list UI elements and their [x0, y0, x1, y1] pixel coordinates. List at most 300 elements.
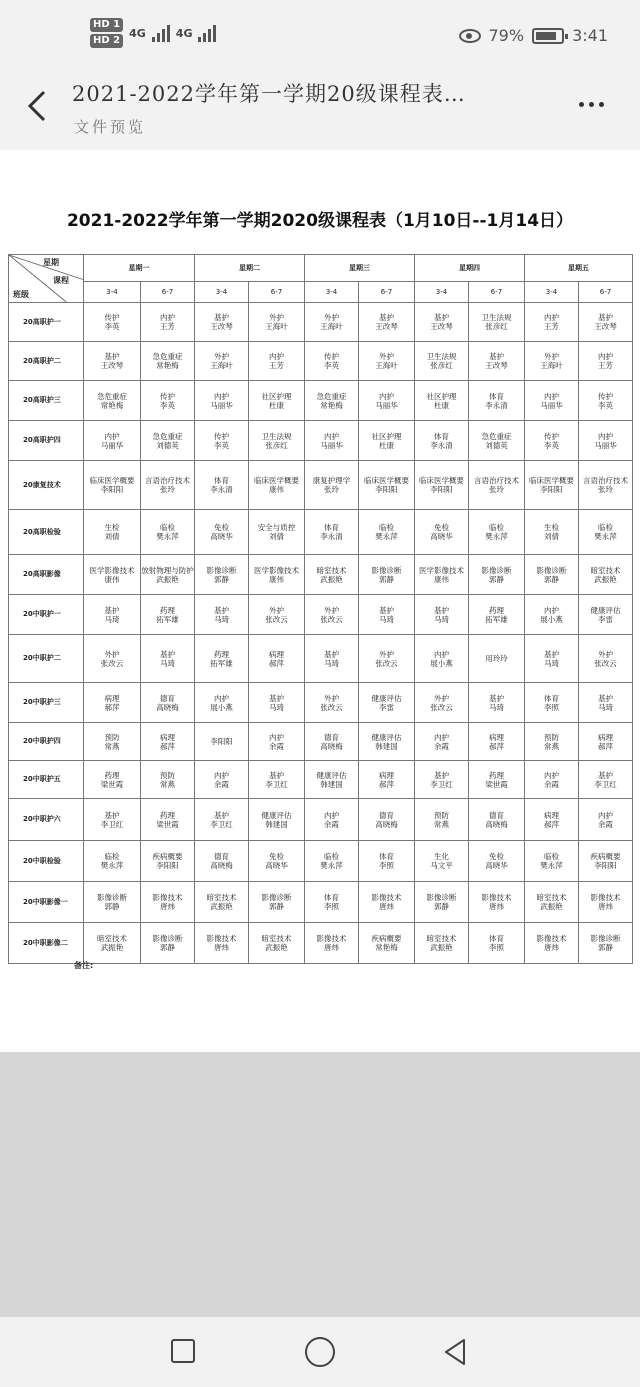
schedule-cell	[469, 342, 525, 381]
course-name: 预防	[160, 770, 175, 780]
teacher-name: 常艳梅	[375, 943, 398, 952]
table-row	[9, 635, 633, 683]
teacher-name: 樊永萍	[540, 861, 563, 870]
signal2-label: 4G	[175, 26, 193, 40]
schedule-cell	[469, 595, 525, 635]
table-row	[9, 461, 633, 510]
course-name: 传护	[104, 313, 120, 322]
class-name-cell: 20康复技术	[9, 461, 84, 510]
teacher-name: 郝萍	[104, 702, 120, 712]
recent-apps-icon[interactable]	[171, 1339, 195, 1363]
table-row	[9, 342, 633, 381]
course-name: 临检	[160, 523, 175, 532]
course-name: 临床医学概要	[419, 476, 464, 485]
schedule-cell	[525, 683, 579, 723]
teacher-name: 王芳	[598, 361, 613, 370]
teacher-name: 马琦	[434, 614, 449, 624]
schedule-cell	[249, 303, 305, 342]
schedule-cell	[525, 342, 579, 381]
course-name: 内护	[434, 732, 449, 742]
teacher-name: 刘倩	[544, 532, 559, 541]
eye-icon	[459, 29, 481, 43]
teacher-name: 余霞	[544, 779, 559, 789]
table-row	[9, 595, 633, 635]
teacher-name: 梁世霞	[485, 779, 508, 789]
day-header: 星期三	[305, 255, 415, 282]
course-name: 社区护理	[371, 431, 402, 441]
period-header: 6-7	[141, 282, 195, 303]
course-name: 内护	[598, 352, 613, 361]
teacher-name: 唐炜	[489, 902, 504, 911]
course-name: 体育	[324, 523, 339, 532]
course-name: 影像诊断	[152, 934, 183, 943]
schedule-cell	[84, 841, 141, 882]
teacher-name: 李阳阳	[540, 485, 563, 494]
schedule-cell	[525, 595, 579, 635]
schedule-cell	[84, 761, 141, 799]
schedule-cell	[249, 510, 305, 555]
course-name: 传护	[160, 391, 175, 401]
course-name: 基护	[269, 770, 284, 780]
course-name: 外护	[104, 649, 120, 659]
teacher-name: 王改琴	[594, 322, 617, 331]
teacher-name: 王改琴	[430, 322, 453, 331]
schedule-cell	[141, 635, 195, 683]
note-label: 备注:	[74, 961, 94, 970]
course-name: 影像诊断	[426, 893, 457, 902]
teacher-name: 郝萍	[379, 779, 394, 789]
course-name: 病理	[598, 732, 613, 742]
course-name: 体育	[214, 476, 229, 485]
course-name: 基护	[434, 605, 449, 615]
schedule-cell	[249, 882, 305, 923]
status-right	[459, 26, 609, 45]
course-name: 基护	[324, 649, 339, 659]
course-name: 基护	[269, 693, 284, 703]
course-name: 影像技术	[536, 934, 567, 943]
course-name: 影像技术	[371, 893, 402, 902]
teacher-name: 张玲	[489, 485, 504, 494]
teacher-name: 武振艳	[320, 574, 343, 584]
course-name: 体育	[544, 693, 559, 703]
teacher-name: 李卫红	[594, 779, 617, 789]
teacher-name: 马丽华	[540, 400, 563, 410]
teacher-name: 武振艳	[594, 574, 617, 584]
teacher-name: 常艳梅	[320, 400, 343, 410]
teacher-name: 唐炜	[160, 902, 175, 911]
course-name: 病理	[544, 810, 559, 820]
schedule-cell	[579, 882, 633, 923]
schedule-cell	[305, 381, 359, 421]
teacher-name: 武振艳	[100, 943, 124, 952]
home-icon[interactable]	[305, 1337, 335, 1367]
course-name: 临检	[598, 523, 613, 532]
schedule-cell	[305, 303, 359, 342]
schedule-cell	[579, 923, 633, 964]
signal1-icon	[152, 24, 170, 42]
schedule-cell	[305, 683, 359, 723]
schedule-cell	[84, 595, 141, 635]
course-name: 基护	[598, 313, 613, 322]
teacher-name: 高晓梅	[210, 861, 233, 870]
schedule-cell	[195, 461, 249, 510]
teacher-name: 武振艳	[265, 943, 288, 952]
schedule-cell	[141, 381, 195, 421]
table-row	[9, 723, 633, 761]
table-row	[9, 303, 633, 342]
course-name: 病理	[379, 770, 394, 780]
schedule-cell	[579, 635, 633, 683]
teacher-name: 唐炜	[324, 943, 339, 952]
teacher-name: 郭静	[379, 574, 394, 584]
course-name: 影像诊断	[206, 565, 237, 575]
schedule-cell	[415, 555, 469, 595]
schedule-cell	[469, 421, 525, 461]
course-name: 影像诊断	[481, 565, 512, 575]
teacher-name: 马丽华	[375, 400, 398, 410]
course-name: 基护	[544, 649, 559, 659]
course-name: 影像技术	[316, 934, 347, 943]
schedule-cell	[84, 421, 141, 461]
teacher-name: 康伟	[269, 485, 284, 494]
course-name: 传护	[324, 352, 339, 361]
table-row	[9, 882, 633, 923]
schedule-cell	[249, 381, 305, 421]
schedule-cell	[469, 761, 525, 799]
teacher-name: 樊永萍	[375, 532, 398, 541]
teacher-name: 马琦	[379, 614, 394, 624]
schedule-cell	[359, 421, 415, 461]
schedule-cell	[84, 683, 141, 723]
class-name-cell: 20高职护二	[9, 342, 84, 381]
teacher-name: 王改琴	[210, 322, 233, 331]
course-name: 体育	[379, 852, 394, 861]
schedule-cell	[415, 421, 469, 461]
course-name: 内护	[269, 732, 284, 742]
course-name: 影像技术	[481, 893, 512, 902]
course-name: 临床医学概要	[89, 476, 135, 485]
teacher-name: 李英	[214, 440, 229, 450]
table-row	[9, 683, 633, 723]
table-row	[9, 381, 633, 421]
schedule-cell	[305, 761, 359, 799]
course-name: 基护	[214, 810, 229, 820]
course-name: 病理	[104, 693, 120, 703]
teacher-name: 刘倩	[104, 532, 120, 541]
course-name: 健康评估	[371, 693, 402, 703]
teacher-name: 王芳	[544, 322, 559, 331]
day-header-row	[9, 255, 633, 282]
course-name: 暗室技术	[590, 565, 621, 575]
class-name-cell: 20中职检验	[9, 841, 84, 882]
course-name: 影像诊断	[371, 565, 402, 575]
course-name: 药理	[104, 770, 120, 780]
course-name: 传护	[544, 431, 559, 441]
teacher-name: 马琦	[269, 702, 284, 712]
course-name: 内护	[544, 605, 559, 615]
course-name: 基护	[104, 810, 120, 820]
schedule-cell	[469, 683, 525, 723]
schedule-cell	[305, 799, 359, 841]
teacher-name: 马琦	[598, 702, 613, 712]
course-name: 药理	[160, 605, 175, 615]
schedule-cell	[469, 555, 525, 595]
course-name: 体育	[489, 391, 504, 401]
schedule-cell	[249, 342, 305, 381]
schedule-cell	[141, 882, 195, 923]
teacher-name: 余霞	[214, 779, 229, 789]
teacher-name: 韩建国	[375, 741, 398, 751]
schedule-cell	[469, 381, 525, 421]
schedule-cell	[525, 510, 579, 555]
schedule-cell	[249, 635, 305, 683]
course-name: 外护	[324, 313, 339, 322]
teacher-name: 张改云	[265, 614, 288, 624]
course-name: 生化	[434, 852, 449, 861]
schedule-cell	[249, 555, 305, 595]
schedule-cell	[579, 421, 633, 461]
schedule-cell	[141, 683, 195, 723]
teacher-name: 展小燕	[540, 614, 563, 624]
course-name: 急危重症	[152, 431, 183, 441]
teacher-name: 郭静	[434, 902, 449, 911]
schedule-cell	[195, 723, 249, 761]
schedule-cell	[579, 595, 633, 635]
course-name: 影像诊断	[261, 893, 292, 902]
period-header: 6-7	[249, 282, 305, 303]
teacher-name: 李雷	[379, 702, 394, 712]
teacher-name: 李照	[324, 902, 339, 911]
hd2-badge: HD 2	[90, 34, 123, 48]
course-name: 临床医学概要	[529, 476, 574, 485]
teacher-name: 唐炜	[598, 902, 613, 911]
schedule-cell	[415, 510, 469, 555]
course-name: 健康评估	[590, 605, 621, 615]
schedule-cell	[469, 510, 525, 555]
schedule-cell	[469, 882, 525, 923]
more-options-icon[interactable]	[579, 102, 604, 107]
schedule-cell	[415, 761, 469, 799]
course-name: 疾病概要	[371, 934, 402, 943]
corner-class-label: 班级	[13, 290, 29, 299]
course-name: 暗室技术	[316, 565, 347, 575]
teacher-name: 拓军雄	[485, 614, 508, 624]
course-name: 影像技术	[152, 893, 183, 902]
course-name: 外护	[379, 352, 394, 361]
teacher-name: 张彦红	[430, 361, 453, 370]
course-name: 言语治疗技术	[583, 476, 628, 485]
schedule-cell	[84, 510, 141, 555]
course-name: 病理	[269, 649, 284, 659]
schedule-cell	[141, 303, 195, 342]
schedule-cell	[579, 799, 633, 841]
course-name: 基护	[214, 605, 229, 615]
schedule-cell	[469, 841, 525, 882]
teacher-name: 张改云	[100, 658, 124, 668]
schedule-cell	[359, 555, 415, 595]
teacher-name: 李英	[544, 440, 559, 450]
course-name: 医学影像技术	[254, 565, 299, 575]
schedule-cell	[415, 882, 469, 923]
course-name: 基护	[104, 605, 120, 615]
teacher-name: 李卫红	[265, 779, 288, 789]
period-header: 3-4	[195, 282, 249, 303]
signal2-icon	[198, 24, 216, 42]
course-name: 内护	[214, 391, 229, 401]
schedule-cell	[84, 303, 141, 342]
teacher-name: 郭静	[214, 574, 229, 584]
teacher-name: 武振艳	[540, 902, 563, 911]
teacher-name: 李永清	[485, 400, 508, 410]
schedule-cell	[525, 761, 579, 799]
class-name-cell: 20中职护一	[9, 595, 84, 635]
course-name: 影像诊断	[536, 565, 567, 575]
course-name: 内护	[214, 770, 229, 780]
teacher-name: 马琦	[214, 614, 229, 624]
blank-area	[0, 1052, 640, 1317]
status-left	[90, 18, 216, 48]
course-name: 基护	[160, 649, 175, 659]
schedule-cell	[305, 723, 359, 761]
course-name: 外护	[324, 693, 339, 703]
schedule-cell	[141, 595, 195, 635]
table-row	[9, 510, 633, 555]
course-name: 德育	[379, 810, 394, 820]
teacher-name: 马琦	[544, 658, 559, 668]
schedule-cell	[249, 799, 305, 841]
back-button[interactable]	[22, 86, 52, 126]
course-name: 病理	[489, 732, 504, 742]
teacher-name: 李卫红	[100, 819, 124, 829]
schedule-cell	[469, 799, 525, 841]
teacher-name: 李阳阳	[100, 485, 124, 494]
schedule-cell	[359, 595, 415, 635]
schedule-cell	[469, 723, 525, 761]
course-name: 病理	[160, 732, 175, 742]
teacher-name: 唐炜	[379, 902, 394, 911]
course-name: 用玲玲	[485, 654, 508, 663]
schedule-cell	[141, 342, 195, 381]
course-name: 外护	[214, 352, 229, 361]
course-name: 免检	[214, 523, 229, 532]
course-name: 临检	[544, 852, 559, 861]
schedule-cell	[84, 723, 141, 761]
course-name: 基护	[489, 352, 504, 361]
class-name-cell: 20中职护六	[9, 799, 84, 841]
day-header: 星期四	[415, 255, 525, 282]
teacher-name: 樊永萍	[100, 861, 124, 870]
teacher-name: 杜康	[434, 400, 449, 410]
teacher-name: 李阳阳	[430, 485, 453, 494]
course-name: 内护	[324, 431, 339, 441]
schedule-cell	[359, 882, 415, 923]
course-name: 基护	[434, 770, 449, 780]
course-name: 预防	[544, 732, 559, 742]
teacher-name: 王海叶	[265, 322, 288, 331]
teacher-name: 张改云	[594, 658, 617, 668]
course-name: 内护	[544, 391, 559, 401]
schedule-cell	[525, 303, 579, 342]
course-name: 德育	[324, 732, 339, 742]
schedule-cell	[359, 381, 415, 421]
schedule-cell	[525, 841, 579, 882]
course-name: 免检	[269, 852, 284, 861]
teacher-name: 郝萍	[598, 741, 613, 751]
course-name: 健康评估	[316, 770, 347, 780]
teacher-name: 张改云	[320, 702, 343, 712]
teacher-name: 杜康	[269, 400, 284, 410]
schedule-cell	[359, 303, 415, 342]
course-name: 影像技术	[590, 893, 621, 902]
teacher-name: 郭静	[544, 574, 559, 584]
schedule-cell	[359, 510, 415, 555]
page-title: 2021-2022学年第一学期20级课程表…	[72, 82, 466, 106]
class-name-cell: 20中职护四	[9, 723, 84, 761]
corner-course-label: 课程	[53, 276, 69, 285]
teacher-name: 马琦	[324, 658, 339, 668]
page-subtitle: 文件预览	[74, 118, 147, 136]
hd-badges	[90, 18, 123, 48]
teacher-name: 郝萍	[544, 819, 559, 829]
back-triangle-icon[interactable]	[440, 1337, 470, 1367]
course-name: 体育	[489, 934, 504, 943]
schedule-cell	[195, 761, 249, 799]
course-name: 影像诊断	[97, 893, 127, 902]
course-name: 基护	[598, 770, 613, 780]
teacher-name: 余霞	[269, 741, 284, 751]
schedule-cell	[141, 555, 195, 595]
teacher-name: 王改琴	[485, 361, 508, 370]
schedule-cell	[141, 799, 195, 841]
course-name: 预防	[104, 732, 120, 742]
class-name-cell: 20高职影像	[9, 555, 84, 595]
course-name: 预防	[434, 810, 449, 820]
course-name: 内护	[269, 352, 284, 361]
document-preview[interactable]	[0, 150, 640, 1052]
course-name: 基护	[434, 313, 449, 322]
schedule-cell	[249, 421, 305, 461]
teacher-name: 高晓梅	[156, 702, 179, 712]
period-header: 3-4	[525, 282, 579, 303]
class-name-cell: 20高职护一	[9, 303, 84, 342]
schedule-cell	[579, 510, 633, 555]
course-name: 疾病概要	[152, 852, 183, 861]
teacher-name: 唐炜	[544, 943, 559, 952]
teacher-name: 马琦	[489, 702, 504, 712]
teacher-name: 王海叶	[540, 361, 563, 370]
schedule-cell	[249, 761, 305, 799]
period-header: 6-7	[469, 282, 525, 303]
schedule-cell	[195, 635, 249, 683]
schedule-cell	[359, 461, 415, 510]
teacher-name: 拓军雄	[156, 614, 179, 624]
course-name: 药理	[160, 810, 175, 820]
schedule-cell	[305, 342, 359, 381]
system-navbar	[0, 1317, 640, 1387]
teacher-name: 余霞	[434, 741, 449, 751]
teacher-name: 高晓华	[485, 861, 508, 870]
teacher-name: 王改琴	[375, 322, 398, 331]
schedule-cell	[525, 923, 579, 964]
course-name: 德育	[214, 852, 229, 861]
course-name: 内护	[544, 770, 559, 780]
teacher-name: 郝萍	[160, 741, 175, 751]
class-name-cell: 20中职护二	[9, 635, 84, 683]
course-name: 影像诊断	[590, 934, 621, 943]
schedule-cell	[525, 381, 579, 421]
schedule-cell	[415, 923, 469, 964]
class-name-cell: 20中职护五	[9, 761, 84, 799]
